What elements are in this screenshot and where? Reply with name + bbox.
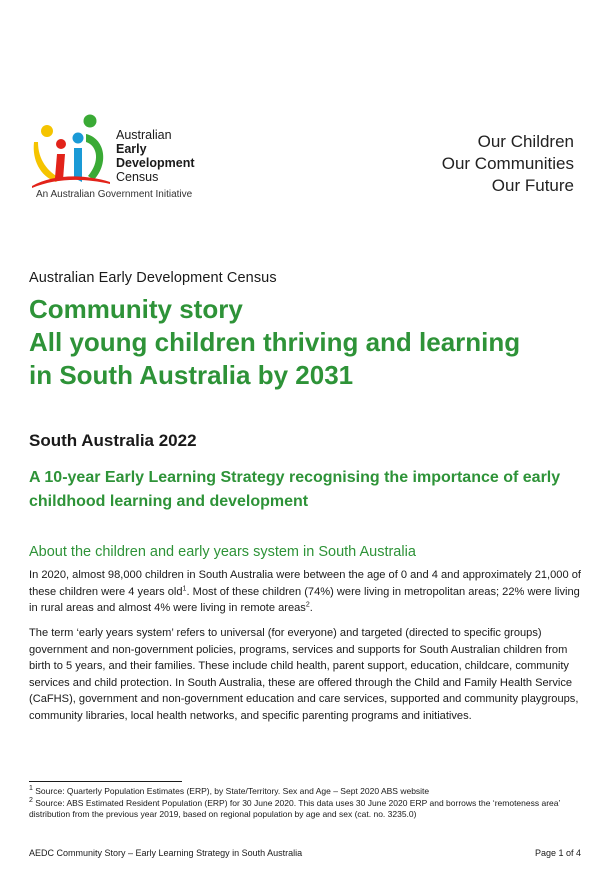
document-title: [29, 293, 589, 392]
logo-text-development: Development: [116, 156, 195, 170]
region-heading: South Australia 2022: [29, 431, 197, 450]
header-tagline: [442, 131, 574, 197]
footer-document-title: AEDC Community Story – Early Learning Strategy in South Australia: [29, 848, 303, 858]
footnote-ref-1: 1: [182, 584, 187, 592]
title-line-1: Community story: [29, 294, 243, 324]
title-line-3: in South Australia by 2031: [29, 360, 354, 390]
aedc-children-figures-icon: [30, 112, 116, 188]
paragraph-early-years-system: The term ‘early years system’ refers to universal (for everyone) and targeted (directed to specific groups) government and non-government policies, programs, services and supports for South Australian children from birth to 5 years, and their families. These include child health, parent support, education, childcare, community services and child protection. In South Australia, these are offered through the Child and Family Health Service (CaFHS), government and non-government education and care services, supported and community playgroups, community libraries, local health networks, and specific parenting programs and initiatives.: [29, 627, 579, 722]
logo-text-census: Census: [116, 170, 159, 184]
paragraph-population: In 2020, almost 98,000 children in South Australia were between the age of 0 and 4 and approximately 21,000 of these children were 4 years old$^1$. Most of these children (74%) were living in metropolitan areas; 22% were living in rural areas and almost 4% were living in remote areas$^2$.: [29, 569, 581, 614]
tagline-line-children: Our Children: [477, 132, 574, 151]
title-line-2: All young children thriving and learning: [29, 327, 521, 357]
document-subtitle: A 10-year Early Learning Strategy recognising the importance of early childhood learning and development: [29, 469, 561, 510]
logo-tagline: An Australian Government Initiative: [36, 189, 193, 200]
footnote-1: $^1$ Source: Quarterly Population Estimates (ERP), by State/Territory. Sex and Age – Sept 2020 ABS website: [29, 785, 430, 796]
footnote-divider: [29, 781, 182, 782]
footer-page-number: Page 1 of 4: [534, 848, 581, 858]
footnote-2: $^2$ Source: ABS Estimated Resident Population (ERP) for 30 June 2020. This data uses 30 June 2020 ERP and borrows the ‘remoteness area’ distribution from the previous year 2019, based on regional population by age and sex (cat. no. 3235.0): [29, 797, 561, 819]
aedc-logo: [30, 112, 230, 204]
tagline-line-communities: Our Communities: [441, 154, 574, 173]
section-heading: About the children and early years system in South Australia: [29, 544, 416, 560]
tagline-line-future: Our Future: [491, 176, 574, 195]
logo-text-early: Early: [116, 142, 147, 156]
footnote-ref-2: 2: [305, 601, 310, 609]
logo-text-australian: Australian: [116, 128, 172, 142]
document-kicker: Australian Early Development Census: [29, 270, 277, 286]
